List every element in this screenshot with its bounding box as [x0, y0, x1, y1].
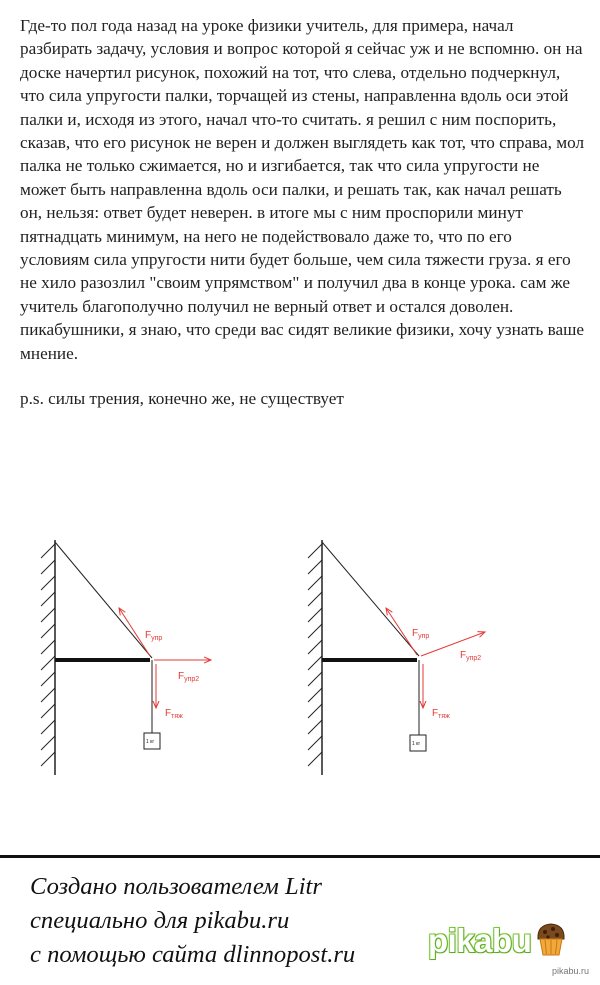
- right-label-fupr: $F_{упр}$: [412, 628, 430, 640]
- footer-line-3: с помощью сайта dlinnopost.ru: [30, 941, 356, 968]
- right-string: [322, 542, 419, 656]
- left-diagram: [41, 540, 211, 775]
- left-wall-hatching: [41, 544, 55, 766]
- footer-credits: [30, 870, 355, 972]
- pikabu-logo-text: pikabu: [428, 922, 532, 959]
- footer-line-2: специально для pikabu.ru: [30, 907, 290, 934]
- post-ps: p.s. силы трения, конечно же, не существует: [20, 389, 344, 409]
- right-arrow-fupr2: [421, 632, 485, 656]
- left-label-fupr2: $F_{упр2}$: [178, 671, 200, 683]
- left-mass-label: 1 кг: [146, 739, 155, 745]
- physics-diagrams: [0, 530, 600, 780]
- pikabu-logo[interactable]: [428, 921, 578, 961]
- muffin-icon: [533, 921, 569, 959]
- left-string: [55, 542, 152, 658]
- right-label-ftyazh: $F_{тяж}$: [432, 708, 450, 720]
- footer-divider: [0, 855, 600, 858]
- right-label-fupr2: $F_{упр2}$: [460, 650, 482, 662]
- right-wall-hatching: [308, 544, 322, 766]
- right-diagram: [308, 540, 485, 775]
- post-body: [20, 14, 585, 411]
- footer-line-1: Создано пользователем Litr: [30, 873, 322, 900]
- pikabu-domain: pikabu.ru: [552, 966, 590, 976]
- left-label-fupr: $F_{упр}$: [145, 630, 163, 642]
- right-mass-label: 1 кг: [412, 741, 421, 747]
- left-label-ftyazh: $F_{тяж}$: [165, 708, 183, 720]
- post-text: Где-то пол года назад на уроке физики учитель, для примера, начал разбирать задачу, условия и вопрос которой я сейчас уж и не вспомню. он на доске начертил рисунок, похожий на тот, что слева, отдельно подчеркнул, что сила упругости палки, торчащей из стены, направленна вдоль оси этой палки и, исходя из этого, начал что-то считать. я решил с ним поспорить, сказав, что его рисунок не верен и должен выглядеть как тот, что справа, мол палка не только сжимается, но и изгибается, так что сила упругости не может быть направленна вдоль оси палки, и решать так, как начал решать он, нельзя: ответ будет неверен. в итоге мы с ним проспорили минут пятнадцать минимум, на него не подействовало даже то, что по его условиям сила упругости нити будет больше, чем сила тяжести груза. я его не хило разозлил "своим упрямством" и получил два в конце урока. сам же учитель благополучно получил не верный ответ и остался доволен. пикабушники, я знаю, что среди вас сидят великие физики, хочу узнать ваше мнение.: [20, 16, 585, 363]
